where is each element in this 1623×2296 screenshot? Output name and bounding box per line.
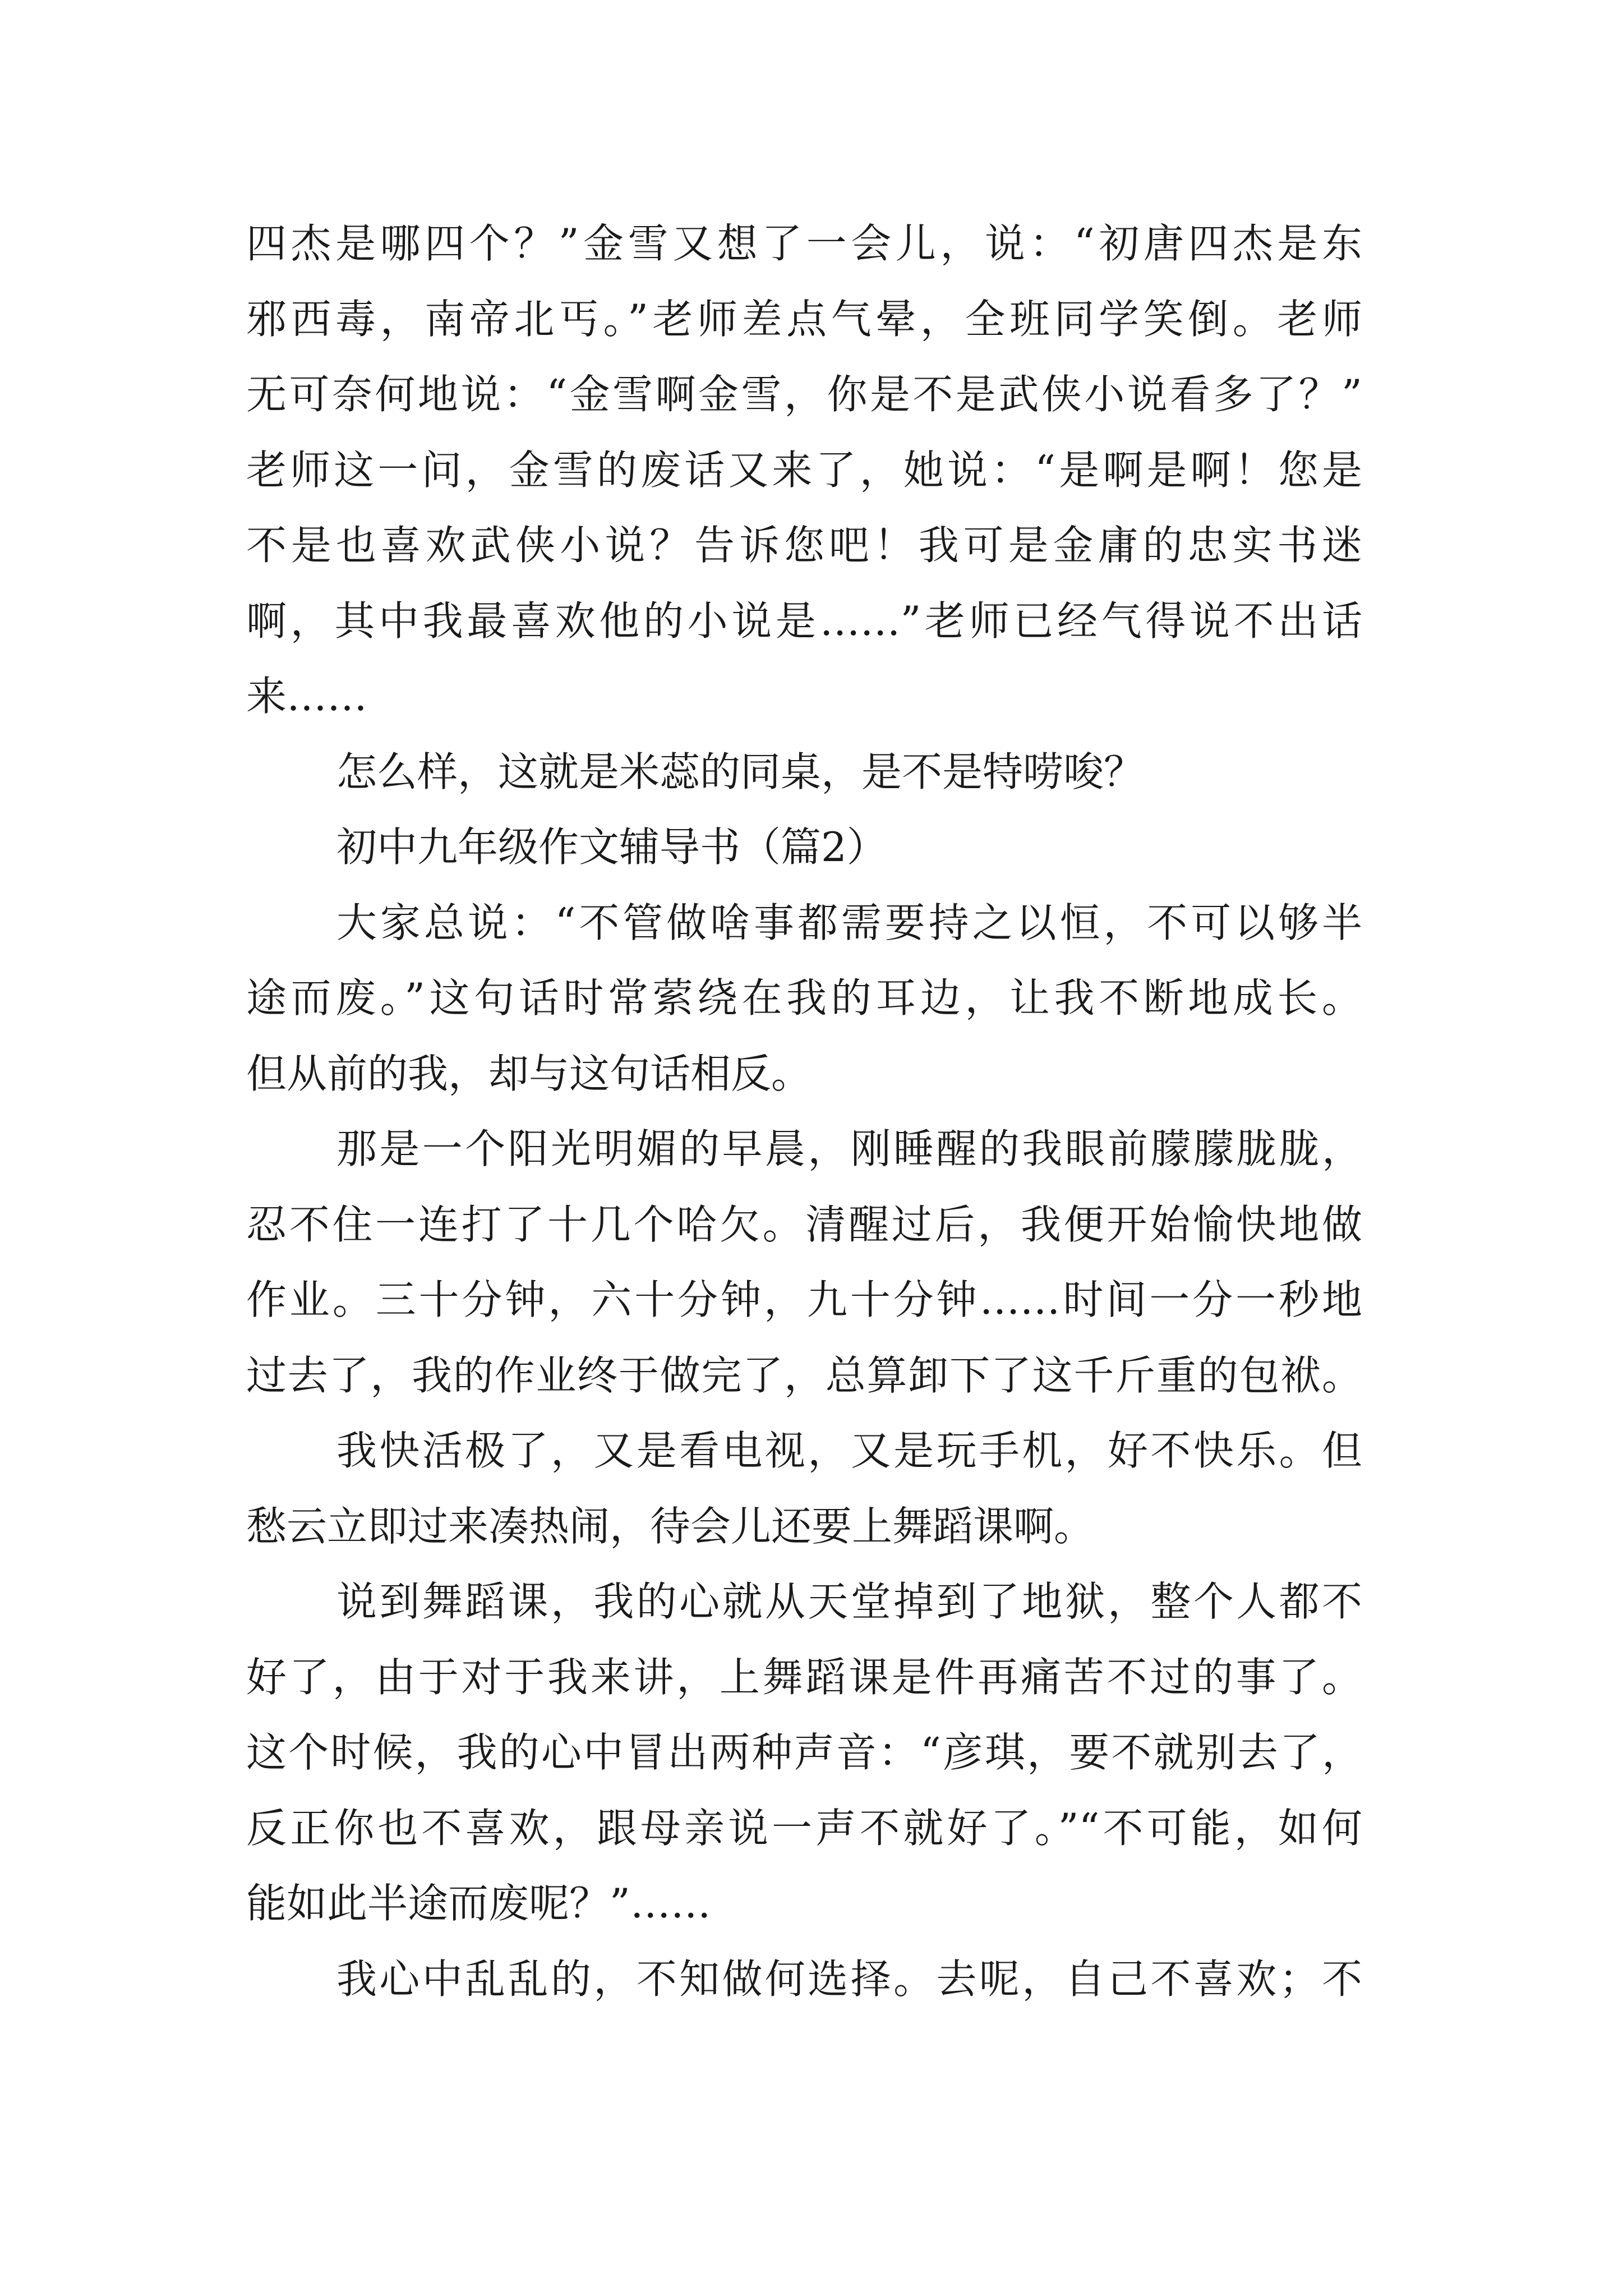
text-line: 无可奈何地说：“金雪啊金雪，你是不是武侠小说看多了？”: [246, 371, 1362, 418]
text-line: 途而废。”这句话时常萦绕在我的耳边，让我不断地成长。: [246, 974, 1362, 1022]
text-line: 大家总说：“不管做啥事都需要持之以恒，不可以够半: [336, 899, 1362, 946]
text-line: 不是也喜欢武侠小说？告诉您吧！我可是金庸的忠实书迷: [246, 522, 1362, 569]
paragraph: [246, 885, 1362, 1112]
text-line: 愁云立即过来凑热闹，待会儿还要上舞蹈课啊。: [246, 1502, 1095, 1550]
text-line: 我快活极了，又是看电视，又是玩手机，好不快乐。但: [336, 1427, 1362, 1474]
text-line: 过去了，我的作业终于做完了，总算卸下了这千斤重的包袱。: [246, 1351, 1362, 1399]
text-line: 四杰是哪四个？”金雪又想了一会儿，说：“初唐四杰是东: [246, 220, 1362, 267]
section-heading: [246, 809, 1362, 885]
text-line: 忍不住一连打了十几个哈欠。清醒过后，我便开始愉快地做: [246, 1200, 1362, 1248]
text-line: 老师这一问，金雪的废话又来了，她说：“是啊是啊！您是: [246, 446, 1362, 494]
text-line: 作业。三十分钟，六十分钟，九十分钟……时间一分一秒地: [246, 1276, 1362, 1323]
document-body: [246, 206, 1362, 2017]
paragraph: [246, 1111, 1362, 1413]
text-line: 反正你也不喜欢，跟母亲说一声不就好了。”“不可能，如何: [246, 1804, 1362, 1852]
text-line: 来……: [246, 673, 368, 720]
text-line: 这个时候，我的心中冒出两种声音：“彦琪，要不就别去了，: [246, 1729, 1362, 1776]
paragraph: [246, 1413, 1362, 1564]
text-line: 邪西毒，南帝北丐。”老师差点气晕，全班同学笑倒。老师: [246, 295, 1362, 343]
text-line: 怎么样，这就是米蕊的同桌，是不是特唠唆？: [336, 748, 1145, 795]
paragraph: [246, 1564, 1362, 1941]
section-heading-text: 初中九年级作文辅导书（篇2）: [336, 823, 887, 871]
paragraph: [246, 734, 1362, 810]
text-line: 说到舞蹈课，我的心就从天堂掉到了地狱，整个人都不: [336, 1578, 1362, 1625]
text-line: 但从前的我，却与这句话相反。: [246, 1050, 812, 1097]
text-line: 我心中乱乱的，不知做何选择。去呢，自己不喜欢；不: [336, 1955, 1362, 2003]
text-line: 啊，其中我最喜欢他的小说是……”老师已经气得说不出话: [246, 597, 1362, 645]
paragraph: [246, 206, 1362, 734]
text-line: 那是一个阳光明媚的早晨，刚睡醒的我眼前朦朦胧胧，: [336, 1125, 1362, 1172]
text-line: 好了，由于对于我来讲，上舞蹈课是件再痛苦不过的事了。: [246, 1653, 1362, 1701]
text-line: 能如此半途而废呢？”……: [246, 1880, 711, 1927]
paragraph: [246, 1941, 1362, 2017]
